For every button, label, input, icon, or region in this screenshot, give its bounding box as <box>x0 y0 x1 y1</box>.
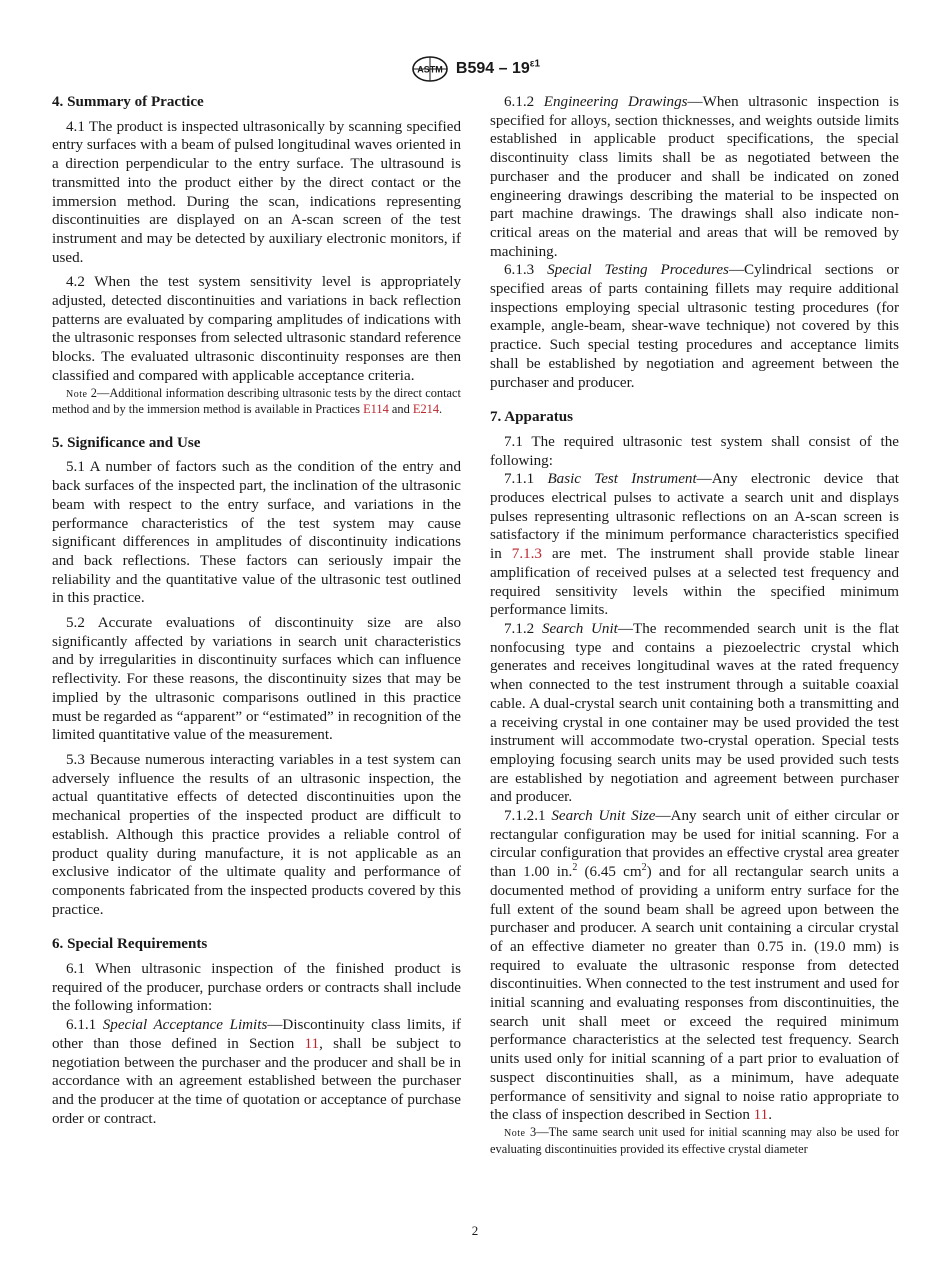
paragraph-6-1: 6.1 When ultrasonic inspection of the finished product is required of the producer, purchase orders or contracts shall include the following information: <box>52 961 461 1015</box>
section-7-heading: 7. Apparatus <box>490 409 574 426</box>
section-4-heading: 4. Summary of Practice <box>52 94 204 110</box>
note-3: Note 3—The same search unit used for initial scanning may also be used for evaluating discontinuities provided its effective crystal diameter <box>490 1124 899 1156</box>
paragraph-4-1: 4.1 The product is inspected ultrasonically by scanning specified entry surfaces with a beam of pulsed longitudinal waves oriented in a direction perpendicular to the entry surface. The ultrasound is transmitted into the product either by the direct contact or the immersion method. During the scan, indications representing discontinuities are displayed on an A-scan screen of the test instrument and may be detected by auxiliary electronic monitors, if used. <box>52 118 461 266</box>
paragraph-7-1: 7.1 The required ultrasonic test system shall consist of the following: <box>490 433 899 469</box>
left-column <box>52 93 461 1128</box>
right-column <box>490 93 899 1157</box>
paragraph-6-1-1: 6.1.1 Special Acceptance Limits—Discontinuity class limits, if other than those defined in Section 11, shall be subject to negotiation between the purchaser and the producer and shall be in accordance with an agreement established between the purchaser and the producer at the time of quotation or acceptance of purchase order or contract. <box>52 1017 461 1127</box>
astm-logo-icon <box>410 55 450 83</box>
logo-text: ASTM <box>417 64 443 75</box>
paragraph-6-1-3: 6.1.3 Special Testing Procedures—Cylindrical sections or specified areas of parts containing fillets may require additional inspections employing special ultrasonic testing procedures (for example, angle-beam, shear-wave technique) not covered by this practice. Such special testing procedures and acceptance limits shall be established by negotiation and agreement between the purchaser and producer. <box>490 262 899 391</box>
paragraph-7-1-2: 7.1.2 Search Unit—The recommended search unit is the flat nonfocusing type and contains a piezoelectric crystal which generates and receives longitudinal waves at the rated frequency when connected to the test instrument through a suitable coaxial cable. A dual-crystal search unit containing both a transmitting and a receiving crystal in one container may be used provided the test instrument will accommodate two-crystal operation. Special tests employing focusing search units may be used provided such tests are established by negotiation and agreement between purchaser and producer. <box>490 620 900 806</box>
section-6-heading: 6. Special Requirements <box>52 936 208 953</box>
paragraph-7-1-1: 7.1.1 Basic Test Instrument—Any electronic device that produces electrical pulses to activate a search unit and displays pulses representing ultrasonic reflections on an A-scan screen is satisfactory if the minimum performance characteristics specified in 7.1.3 are met. The instrument shall provide stable linear amplification of received pulses at a selected test frequency and required sensitivity levels within the specified minimum performance limits. <box>490 471 900 619</box>
link-section-11[interactable]: 11 <box>304 1035 320 1052</box>
note-2: Note 2—Additional information describing ultrasonic tests by the direct contact method and by the immersion method is available in Practices E114 and E214. <box>52 385 461 417</box>
document-designation: $B594 - 19^{\varepsilon 1}$ <box>455 58 541 77</box>
paragraph-5-2: 5.2 Accurate evaluations of discontinuity size are also significantly affected by variations in search unit characteristics and by irregularities in discontinuity surfaces which can influence reflectivity. For these reasons, the discontinuity sizes that may be implied by the ultrasonic comparisons outlined in this practice must be regarded as “apparent” or “estimated” in recognition of the limited quantitative value of the measurement. <box>52 615 461 744</box>
section-5-heading: 5. Significance and Use <box>52 434 201 451</box>
paragraph-7-1-2-1: 7.1.2.1 Search Unit Size—Any search unit of either circular or rectangular configuration may be used for initial scanning. For a circular configuration that provides an effective crystal area greater than 1.00 in.$^2$ (6.45 $cm^2$) and for all rectangular search units a documented method of providing a uniform entry surface for the full extent of the sound beam shall be agreed upon between the purchaser and producer. A search unit containing a circular crystal of an effective diameter no greater than 0.75 in. (19.0 mm) is required to evaluate the ultrasonic response from detected discontinuities. When connected to the test instrument and used for initial scanning and evaluating responses from discontinuities, the search unit shall meet or exceed the required minimum performance characteristics at the selected test frequency. Search units used only for initial scanning of a part prior to evaluation of suspect discontinuities shall, as a minimum, have adequate performance of sensitivity and signal to noise ratio appropriate to the class of inspection described in Section 11. <box>490 808 899 1124</box>
link-section-11-b[interactable]: 11 <box>753 1107 769 1124</box>
link-e214[interactable]: E214 <box>412 402 440 417</box>
paragraph-5-1: 5.1 A number of factors such as the condition of the entry and back surfaces of the inspected part, the inclination of the ultrasonic beam with respect to the entry surface, and variations in the performance characteristics of the test system may cause significant differences in amplitudes of discontinuity indications and back reflections. These factors can seriously impair the reliability and the quantitative value of the ultrasonic test outlined in this practice. <box>52 459 461 607</box>
page-header <box>0 55 950 85</box>
link-e114[interactable]: E114 <box>363 402 389 417</box>
paragraph-4-2: 4.2 When the test system sensitivity level is appropriately adjusted, detected discontinuities and variations in back reflection patterns are evaluated by comparing amplitudes of indications with the ultrasonic responses from selected ultrasonic standard reference blocks. The evaluated ultrasonic discontinuity responses are then classified and compared with applicable acceptance criteria. <box>52 274 461 384</box>
page-number: 2 <box>471 1223 479 1238</box>
paragraph-5-3: 5.3 Because numerous interacting variables in a test system can adversely influence the results of an ultrasonic inspection, the actual quantitative effects of detected discontinuities upon the mechanical properties of the inspected product are difficult to establish. Although this practice provides a reliable control of product quality during manufacture, it is not applicable as an exclusive indicator of the ultimate quality and performance of components fabricated from the inspected products covered by this practice. <box>52 751 461 918</box>
link-7-1-3[interactable]: 7.1.3 <box>511 546 542 563</box>
paragraph-6-1-2: 6.1.2 Engineering Drawings—When ultrasonic inspection is specified for alloys, section thicknesses, and weights outside limits established in applicable product specifications, the special discontinuity class limits shall be as negotiated between the purchaser and the producer and shall be indicated on zoned engineering drawings describing the material to be inspected on part machine drawings. The drawings shall also indicate non-critical areas on the material and areas that will be removed by machining. <box>490 94 899 260</box>
